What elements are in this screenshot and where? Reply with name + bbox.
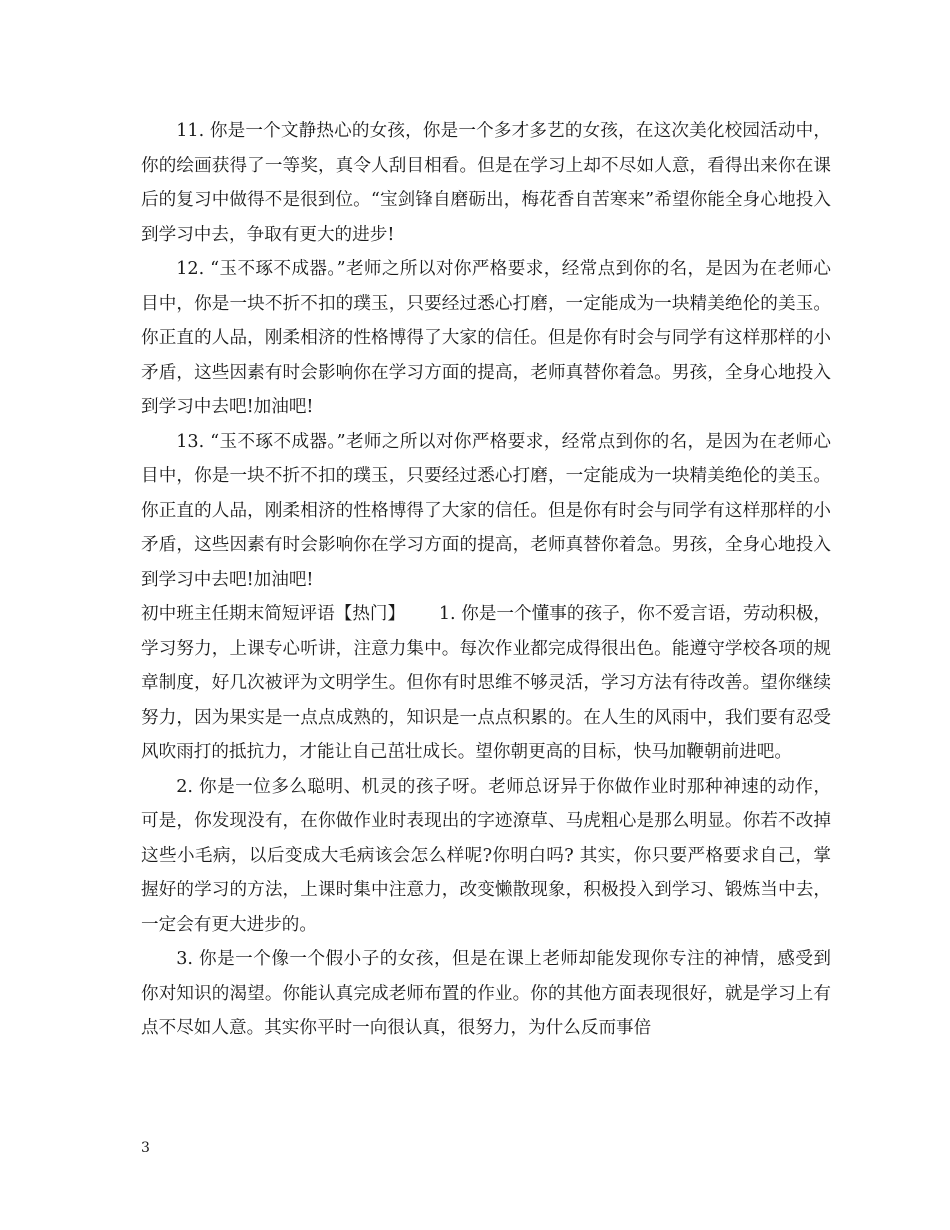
section-first-item: 1. 你是一个懂事的孩子，你不爱言语，劳动积极，学习努力，上课专心听讲，注意力集中。每次作业都完成得很出色。能遵守学校各项的规章制度，好几次被评为文明学生。但你有时思维不够灵活，学习方法有待改善。望你继续努力，因为果实是一点点成熟的，知识是一点点积累的。在人生的风雨中，我们要有忍受风吹雨打的抵抗力，才能让自己茁壮成长。望你朝更高的目标，快马加鞭朝前进吧。 <box>141 604 831 762</box>
comment-paragraph-s3: 3. 你是一个像一个假小子的女孩，但是在课上老师却能发现你专注的神情，感受到你对知识的渴望。你能认真完成老师布置的作业。你的其他方面表现很好，就是学习上有点不尽如人意。其实你平时一向很认真，很努力，为什么反而事倍 <box>141 949 831 1038</box>
comment-paragraph-12: 12. “玉不琢不成器。”老师之所以对你严格要求，经常点到你的名，是因为在老师心目中，你是一块不折不扣的璞玉，只要经过悉心打磨，一定能成为一块精美绝伦的美玉。你正直的人品，刚柔相济的性格博得了大家的信任。但是你有时会与同学有这样那样的小矛盾，这些因素有时会影响你在学习方面的提高，老师真替你着急。男孩，全身心地投入到学习中去吧!加油吧! <box>141 259 831 417</box>
page-content <box>141 114 831 1046</box>
section-paragraph <box>141 597 831 770</box>
section-heading: 初中班主任期末简短评语【热门】 <box>141 604 406 624</box>
comment-paragraph-13: 13. “玉不琢不成器。”老师之所以对你严格要求，经常点到你的名，是因为在老师心目中，你是一块不折不扣的璞玉，只要经过悉心打磨，一定能成为一块精美绝伦的美玉。你正直的人品，刚柔相济的性格博得了大家的信任。但是你有时会与同学有这样那样的小矛盾，这些因素有时会影响你在学习方面的提高，老师真替你着急。男孩，全身心地投入到学习中去吧!加油吧! <box>141 431 831 590</box>
page-number: 3 <box>141 1140 150 1156</box>
comment-paragraph-s2: 2. 你是一位多么聪明、机灵的孩子呀。老师总讶异于你做作业时那种神速的动作，可是，你发现没有，在你做作业时表现出的字迹潦草、马虎粗心是那么明显。你若不改掉这些小毛病，以后变成大毛病该会怎么样呢?你明白吗? 其实，你只要严格要求自己，掌握好的学习的方法，上课时集中注意力，改变懒散现象，积极投入到学习、锻炼当中去，一定会有更大进步的。 <box>141 776 831 935</box>
comment-paragraph-11: 11. 你是一个文静热心的女孩，你是一个多才多艺的女孩，在这次美化校园活动中，你的绘画获得了一等奖，真令人刮目相看。但是在学习上却不尽如人意，看得出来你在课后的复习中做得不是很到位。“宝剑锋自磨砺出，梅花香自苦寒来”希望你能全身心地投入到学习中去，争取有更大的进步! <box>141 121 831 245</box>
